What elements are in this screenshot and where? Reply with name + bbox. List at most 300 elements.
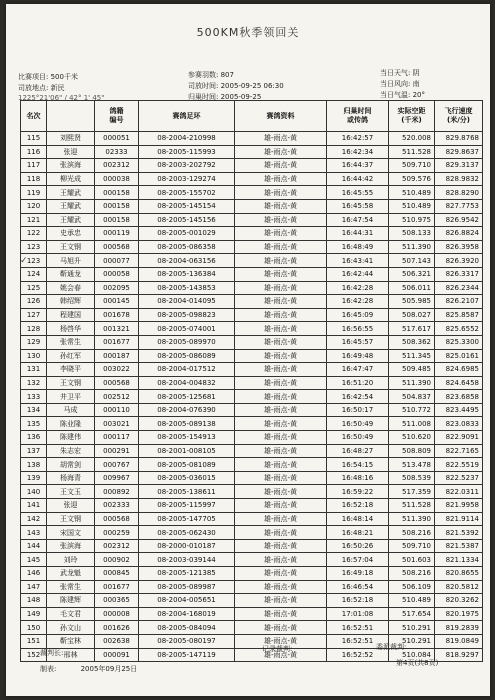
cell-band: 08-2005-062430 (139, 526, 235, 540)
cell-time: 16:42:57 (327, 132, 389, 146)
cell-band: 08-2005-155702 (139, 186, 235, 200)
table-row (21, 281, 483, 295)
cell-name: 张滨海 (47, 539, 95, 553)
cell-time: 16:54:15 (327, 458, 389, 472)
cell-dist: 507.143 (389, 254, 435, 268)
cell-rank: 122 (21, 227, 47, 241)
cell-time: 16:50:49 (327, 417, 389, 431)
table-row (21, 458, 483, 472)
cell-ring: 000902 (95, 553, 139, 567)
table-header-row (21, 101, 483, 132)
table-row (21, 403, 483, 417)
cell-rank: 138 (21, 458, 47, 472)
cell-desc: 雄-雨点-黄 (235, 199, 327, 213)
cell-name: 王文玉 (47, 485, 95, 499)
cell-band: 08-2005-086358 (139, 240, 235, 254)
cell-rank: 147 (21, 580, 47, 594)
cell-band: 08-2005-147705 (139, 512, 235, 526)
cell-dist: 510.489 (389, 594, 435, 608)
cell-rank: 144 (21, 539, 47, 553)
cell-desc: 雄-雨点-黄 (235, 417, 327, 431)
cell-dist: 517.654 (389, 607, 435, 621)
cell-time: 16:52:51 (327, 621, 389, 635)
cell-dist: 506.321 (389, 267, 435, 281)
cell-speed: 823.0833 (435, 417, 483, 431)
cell-name: 张滨海 (47, 159, 95, 173)
cell-dist: 505.985 (389, 295, 435, 309)
cell-ring: 02333 (95, 145, 139, 159)
cell-rank: 115 (21, 132, 47, 146)
cell-band: 08-2005-121385 (139, 567, 235, 581)
cell-speed: 820.8655 (435, 567, 483, 581)
cell-time: 16:45:57 (327, 335, 389, 349)
cell-name: 毛文君 (47, 607, 95, 621)
cell-band: 08-2005-089970 (139, 335, 235, 349)
return-time: 归巢时间: 2005-09-25 (188, 93, 262, 101)
cell-ring: 000117 (95, 431, 139, 445)
cell-dist: 511.390 (389, 240, 435, 254)
cell-dist: 510.489 (389, 199, 435, 213)
cell-desc: 雄-雨点-黄 (235, 634, 327, 648)
cell-ring: 000008 (95, 607, 139, 621)
cell-ring: 000568 (95, 376, 139, 390)
col-rank: 名次 (21, 101, 47, 132)
cell-dist: 508.133 (389, 227, 435, 241)
cell-speed: 826.3317 (435, 267, 483, 281)
cell-desc: 雄-雨点-黄 (235, 376, 327, 390)
cell-speed: 820.1975 (435, 607, 483, 621)
cell-ring: 000187 (95, 349, 139, 363)
table-row (21, 240, 483, 254)
table-row (21, 634, 483, 648)
cell-band: 08-2005-089987 (139, 580, 235, 594)
cell-ring: 002095 (95, 281, 139, 295)
cell-ring: 000119 (95, 227, 139, 241)
cell-band: 08-2005-084094 (139, 621, 235, 635)
cell-speed: 822.9091 (435, 431, 483, 445)
cell-desc: 雄-雨点-黄 (235, 553, 327, 567)
table-row (21, 363, 483, 377)
table-row (21, 390, 483, 404)
cell-name: 靳通龙 (47, 267, 95, 281)
cell-dist: 511.390 (389, 376, 435, 390)
table-row (21, 267, 483, 281)
cell-band: 08-2004-210998 (139, 132, 235, 146)
cell-time: 16:59:22 (327, 485, 389, 499)
cell-ring: 000110 (95, 403, 139, 417)
cell-name: 邢林 (47, 648, 95, 662)
cell-band: 08-2005-125681 (139, 390, 235, 404)
cell-ring: 002512 (95, 390, 139, 404)
table-row (21, 213, 483, 227)
cell-speed: 819.0849 (435, 634, 483, 648)
cell-desc: 雄-雨点-黄 (235, 186, 327, 200)
cell-time: 16:50:17 (327, 403, 389, 417)
cell-speed: 825.0161 (435, 349, 483, 363)
cell-dist: 509.576 (389, 172, 435, 186)
cell-name: 马旭升 (47, 254, 95, 268)
cell-ring: 000568 (95, 512, 139, 526)
cell-rank: 118 (21, 172, 47, 186)
cell-speed: 820.3262 (435, 594, 483, 608)
cell-name: 姚会春 (47, 281, 95, 295)
cell-time: 16:42:28 (327, 281, 389, 295)
cell-rank: 134 (21, 403, 47, 417)
cell-ring: 002638 (95, 634, 139, 648)
cell-name: 刘玲 (47, 553, 95, 567)
cell-band: 08-2005-136384 (139, 267, 235, 281)
cell-dist: 504.837 (389, 390, 435, 404)
table-row (21, 512, 483, 526)
table-row (21, 145, 483, 159)
cell-desc: 雄-雨点-黄 (235, 648, 327, 662)
table-row (21, 444, 483, 458)
entries: 参赛羽数: 807 (188, 71, 234, 79)
cell-dist: 510.975 (389, 213, 435, 227)
cell-dist: 501.603 (389, 553, 435, 567)
cell-time: 16:48:27 (327, 444, 389, 458)
cell-desc: 雄-雨点-黄 (235, 363, 327, 377)
cell-band: 08-2004-168019 (139, 607, 235, 621)
cell-band: 08-2004-076390 (139, 403, 235, 417)
cell-desc: 雄-雨点-黄 (235, 567, 327, 581)
table-body (21, 132, 483, 662)
col-band: 赛鸽足环 (139, 101, 235, 132)
cell-rank: 116 (21, 145, 47, 159)
cell-desc: 雄-雨点-黄 (235, 390, 327, 404)
cell-rank: 146 (21, 567, 47, 581)
handwritten-check-mark: ✓ (20, 256, 28, 266)
cell-desc: 雄-雨点-黄 (235, 499, 327, 513)
cell-dist: 511.390 (389, 512, 435, 526)
cell-dist: 510.291 (389, 634, 435, 648)
cell-ring: 000568 (95, 240, 139, 254)
cell-rank: 123 (21, 240, 47, 254)
cell-ring: 000058 (95, 267, 139, 281)
cell-dist: 508.539 (389, 471, 435, 485)
cell-desc: 雄-雨点-黄 (235, 512, 327, 526)
cell-speed: 821.5387 (435, 539, 483, 553)
cell-dist: 510.620 (389, 431, 435, 445)
table-row (21, 567, 483, 581)
table-row (21, 199, 483, 213)
cell-speed: 829.8637 (435, 145, 483, 159)
release-place: 司放地点: 新民 (18, 84, 65, 92)
table-row (21, 186, 483, 200)
cell-speed: 827.7753 (435, 199, 483, 213)
cell-name: 陈建伟 (47, 431, 95, 445)
cell-speed: 822.5519 (435, 458, 483, 472)
cell-name: 张常生 (47, 335, 95, 349)
cell-band: 08-2005-089138 (139, 417, 235, 431)
cell-name: 杨海青 (47, 471, 95, 485)
cell-rank: 150 (21, 621, 47, 635)
cell-rank: 131 (21, 363, 47, 377)
cell-dist: 508.809 (389, 444, 435, 458)
cell-rank: 149 (21, 607, 47, 621)
cell-time: 16:52:18 (327, 499, 389, 513)
cell-name: 井卫平 (47, 390, 95, 404)
cell-time: 16:44:31 (327, 227, 389, 241)
cell-time: 16:57:04 (327, 553, 389, 567)
table-row (21, 295, 483, 309)
cell-name: 靳宝林 (47, 634, 95, 648)
cell-rank: 141 (21, 499, 47, 513)
cell-speed: 826.8824 (435, 227, 483, 241)
cell-ring: 002312 (95, 539, 139, 553)
recorder-label: 记录裁判: (262, 645, 293, 653)
cell-rank: 119 (21, 186, 47, 200)
cell-rank: 124 (21, 267, 47, 281)
cell-band: 08-2004-017512 (139, 363, 235, 377)
cell-speed: 819.2839 (435, 621, 483, 635)
cell-time: 16:44:37 (327, 159, 389, 173)
cell-band: 08-2000-010187 (139, 539, 235, 553)
cell-dist: 508.362 (389, 335, 435, 349)
cell-desc: 雄-雨点-黄 (235, 213, 327, 227)
cell-band: 08-2005-081089 (139, 458, 235, 472)
cell-dist: 511.528 (389, 145, 435, 159)
cell-rank: 127 (21, 308, 47, 322)
cell-name: 孙文山 (47, 621, 95, 635)
committee-label: 委派裁判: (376, 643, 407, 651)
table-row (21, 308, 483, 322)
table-row (21, 322, 483, 336)
cell-desc: 雄-雨点-黄 (235, 322, 327, 336)
cell-desc: 雄-雨点-黄 (235, 308, 327, 322)
cell-rank: 117 (21, 159, 47, 173)
cell-speed: 824.6458 (435, 376, 483, 390)
cell-name: 孙红军 (47, 349, 95, 363)
cell-speed: 823.4495 (435, 403, 483, 417)
cell-band: 08-2004-014095 (139, 295, 235, 309)
cell-rank: 140 (21, 485, 47, 499)
table-row (21, 431, 483, 445)
cell-desc: 雄-雨点-黄 (235, 335, 327, 349)
cell-ring: 000158 (95, 186, 139, 200)
cell-speed: 822.7165 (435, 444, 483, 458)
cell-ring: 001677 (95, 335, 139, 349)
cell-band: 08-2005-138611 (139, 485, 235, 499)
cell-ring: 000038 (95, 172, 139, 186)
cell-time: 16:42:34 (327, 145, 389, 159)
cell-time: 16:50:26 (327, 539, 389, 553)
table-maker: 制表: 2005年09月25日 (40, 665, 138, 673)
cell-desc: 雄-雨点-黄 (235, 281, 327, 295)
cell-name: 程建国 (47, 308, 95, 322)
cell-desc: 雄-雨点-黄 (235, 240, 327, 254)
table-row (21, 159, 483, 173)
table-row (21, 621, 483, 635)
cell-name: 陈建辉 (47, 594, 95, 608)
col-speed: 飞行速度 (米/分) (435, 101, 483, 132)
cell-rank: 139 (21, 471, 47, 485)
cell-time: 16:42:54 (327, 390, 389, 404)
cell-name: 张迎 (47, 499, 95, 513)
col-ring: 鸽籍 编号 (95, 101, 139, 132)
cell-time: 16:43:41 (327, 254, 389, 268)
cell-name: 刘熙贤 (47, 132, 95, 146)
table-row (21, 580, 483, 594)
cell-rank: 136 (21, 431, 47, 445)
cell-ring: 000291 (95, 444, 139, 458)
cell-time: 16:52:51 (327, 634, 389, 648)
cell-band: 08-2005-001029 (139, 227, 235, 241)
cell-time: 16:47:54 (327, 213, 389, 227)
cell-name: 李晓平 (47, 363, 95, 377)
cell-desc: 雄-雨点-黄 (235, 431, 327, 445)
cell-name: 韩绍辉 (47, 295, 95, 309)
cell-speed: 821.1334 (435, 553, 483, 567)
cell-ring: 000892 (95, 485, 139, 499)
cell-speed: 826.3920 (435, 254, 483, 268)
table-row (21, 254, 483, 268)
cell-speed: 826.3958 (435, 240, 483, 254)
table-row (21, 349, 483, 363)
cell-time: 16:52:52 (327, 648, 389, 662)
cell-speed: 821.9958 (435, 499, 483, 513)
table-row (21, 417, 483, 431)
cell-band: 08-2005-115997 (139, 499, 235, 513)
report-sheet (6, 4, 490, 696)
cell-band: 08-2005-074001 (139, 322, 235, 336)
cell-name: 宋国文 (47, 526, 95, 540)
cell-band: 08-2005-080197 (139, 634, 235, 648)
table-row (21, 132, 483, 146)
cell-time: 16:48:21 (327, 526, 389, 540)
cell-band: 08-2005-036015 (139, 471, 235, 485)
cell-time: 16:51:20 (327, 376, 389, 390)
cell-speed: 824.6985 (435, 363, 483, 377)
cell-desc: 雄-雨点-黄 (235, 444, 327, 458)
cell-dist: 508.027 (389, 308, 435, 322)
cell-band: 08-2004-005651 (139, 594, 235, 608)
cell-desc: 雄-雨点-黄 (235, 471, 327, 485)
table-row (21, 499, 483, 513)
cell-desc: 雄-雨点-黄 (235, 539, 327, 553)
cell-rank: 132 (21, 376, 47, 390)
cell-name: 王文钢 (47, 512, 95, 526)
cell-ring: 001626 (95, 621, 139, 635)
cell-dist: 509.485 (389, 363, 435, 377)
cell-dist: 513.478 (389, 458, 435, 472)
results-table (20, 100, 483, 662)
cell-desc: 雄-雨点-黄 (235, 159, 327, 173)
cell-name: 马成 (47, 403, 95, 417)
cell-dist: 506.109 (389, 580, 435, 594)
cell-ring: 000767 (95, 458, 139, 472)
cell-dist: 510.772 (389, 403, 435, 417)
cell-band: 08-2004-063156 (139, 254, 235, 268)
cell-name: 陈业隆 (47, 417, 95, 431)
cell-ring: 000051 (95, 132, 139, 146)
cell-time: 16:42:28 (327, 295, 389, 309)
cell-ring: 001677 (95, 580, 139, 594)
cell-rank: 142 (21, 512, 47, 526)
table-row (21, 553, 483, 567)
cell-speed: 826.2344 (435, 281, 483, 295)
cell-band: 08-2004-004832 (139, 376, 235, 390)
table-row (21, 607, 483, 621)
cell-desc: 雄-雨点-黄 (235, 607, 327, 621)
cell-dist: 511.528 (389, 499, 435, 513)
cell-band: 08-2003-039144 (139, 553, 235, 567)
cell-rank: 130 (21, 349, 47, 363)
cell-rank: 121 (21, 213, 47, 227)
cell-ring: 003021 (95, 417, 139, 431)
table-row (21, 539, 483, 553)
cell-time: 16:48:49 (327, 240, 389, 254)
cell-ring: 000145 (95, 295, 139, 309)
table-row (21, 485, 483, 499)
cell-dist: 508.216 (389, 526, 435, 540)
cell-band: 08-2005-098823 (139, 308, 235, 322)
cell-speed: 825.6552 (435, 322, 483, 336)
cell-dist: 520.008 (389, 132, 435, 146)
cell-time: 16:45:55 (327, 186, 389, 200)
cell-ring: 002333 (95, 499, 139, 513)
cell-ring: 000158 (95, 199, 139, 213)
cell-dist: 517.359 (389, 485, 435, 499)
cell-band: 08-2005-086089 (139, 349, 235, 363)
cell-desc: 雄-雨点-黄 (235, 403, 327, 417)
cell-speed: 818.9297 (435, 648, 483, 662)
col-desc: 赛鸽资料 (235, 101, 327, 132)
cell-ring: 003022 (95, 363, 139, 377)
cell-rank: 128 (21, 322, 47, 336)
cell-rank: 133 (21, 390, 47, 404)
cell-rank: 152 (21, 648, 47, 662)
cell-time: 16:48:16 (327, 471, 389, 485)
cell-time: 16:47:47 (327, 363, 389, 377)
cell-band: 08-2005-145156 (139, 213, 235, 227)
cell-desc: 雄-雨点-黄 (235, 580, 327, 594)
cell-rank: 120 (21, 199, 47, 213)
cell-ring: 000845 (95, 567, 139, 581)
cell-ring: 000077 (95, 254, 139, 268)
cell-time: 16:56:55 (327, 322, 389, 336)
cell-desc: 雄-雨点-黄 (235, 594, 327, 608)
cell-time: 16:48:14 (327, 512, 389, 526)
table-row (21, 172, 483, 186)
cell-name: 史承忠 (47, 227, 95, 241)
cell-speed: 822.0311 (435, 485, 483, 499)
wind: 当日风向: 南 (380, 80, 420, 88)
cell-desc: 雄-雨点-黄 (235, 295, 327, 309)
cell-name: 张常生 (47, 580, 95, 594)
cell-band: 08-2005-147119 (139, 648, 235, 662)
cell-desc: 雄-雨点-黄 (235, 621, 327, 635)
cell-desc: 雄-雨点-黄 (235, 254, 327, 268)
table-row (21, 526, 483, 540)
cell-band: 08-2001-008105 (139, 444, 235, 458)
cell-desc: 雄-雨点-黄 (235, 145, 327, 159)
cell-band: 08-2003-129274 (139, 172, 235, 186)
cell-name: 王耀武 (47, 186, 95, 200)
table-row (21, 471, 483, 485)
coordinates: 1225°21'06" / 42° 1' 45" (18, 94, 105, 102)
table-row (21, 335, 483, 349)
cell-desc: 雄-雨点-黄 (235, 485, 327, 499)
cell-band: 08-2005-154913 (139, 431, 235, 445)
cell-speed: 828.8290 (435, 186, 483, 200)
cell-dist: 509.710 (389, 539, 435, 553)
cell-speed: 822.5237 (435, 471, 483, 485)
cell-ring: 000365 (95, 594, 139, 608)
release-time: 司放时间: 2005-09-25 06:30 (188, 82, 284, 90)
cell-ring: 000091 (95, 648, 139, 662)
cell-dist: 508.216 (389, 567, 435, 581)
